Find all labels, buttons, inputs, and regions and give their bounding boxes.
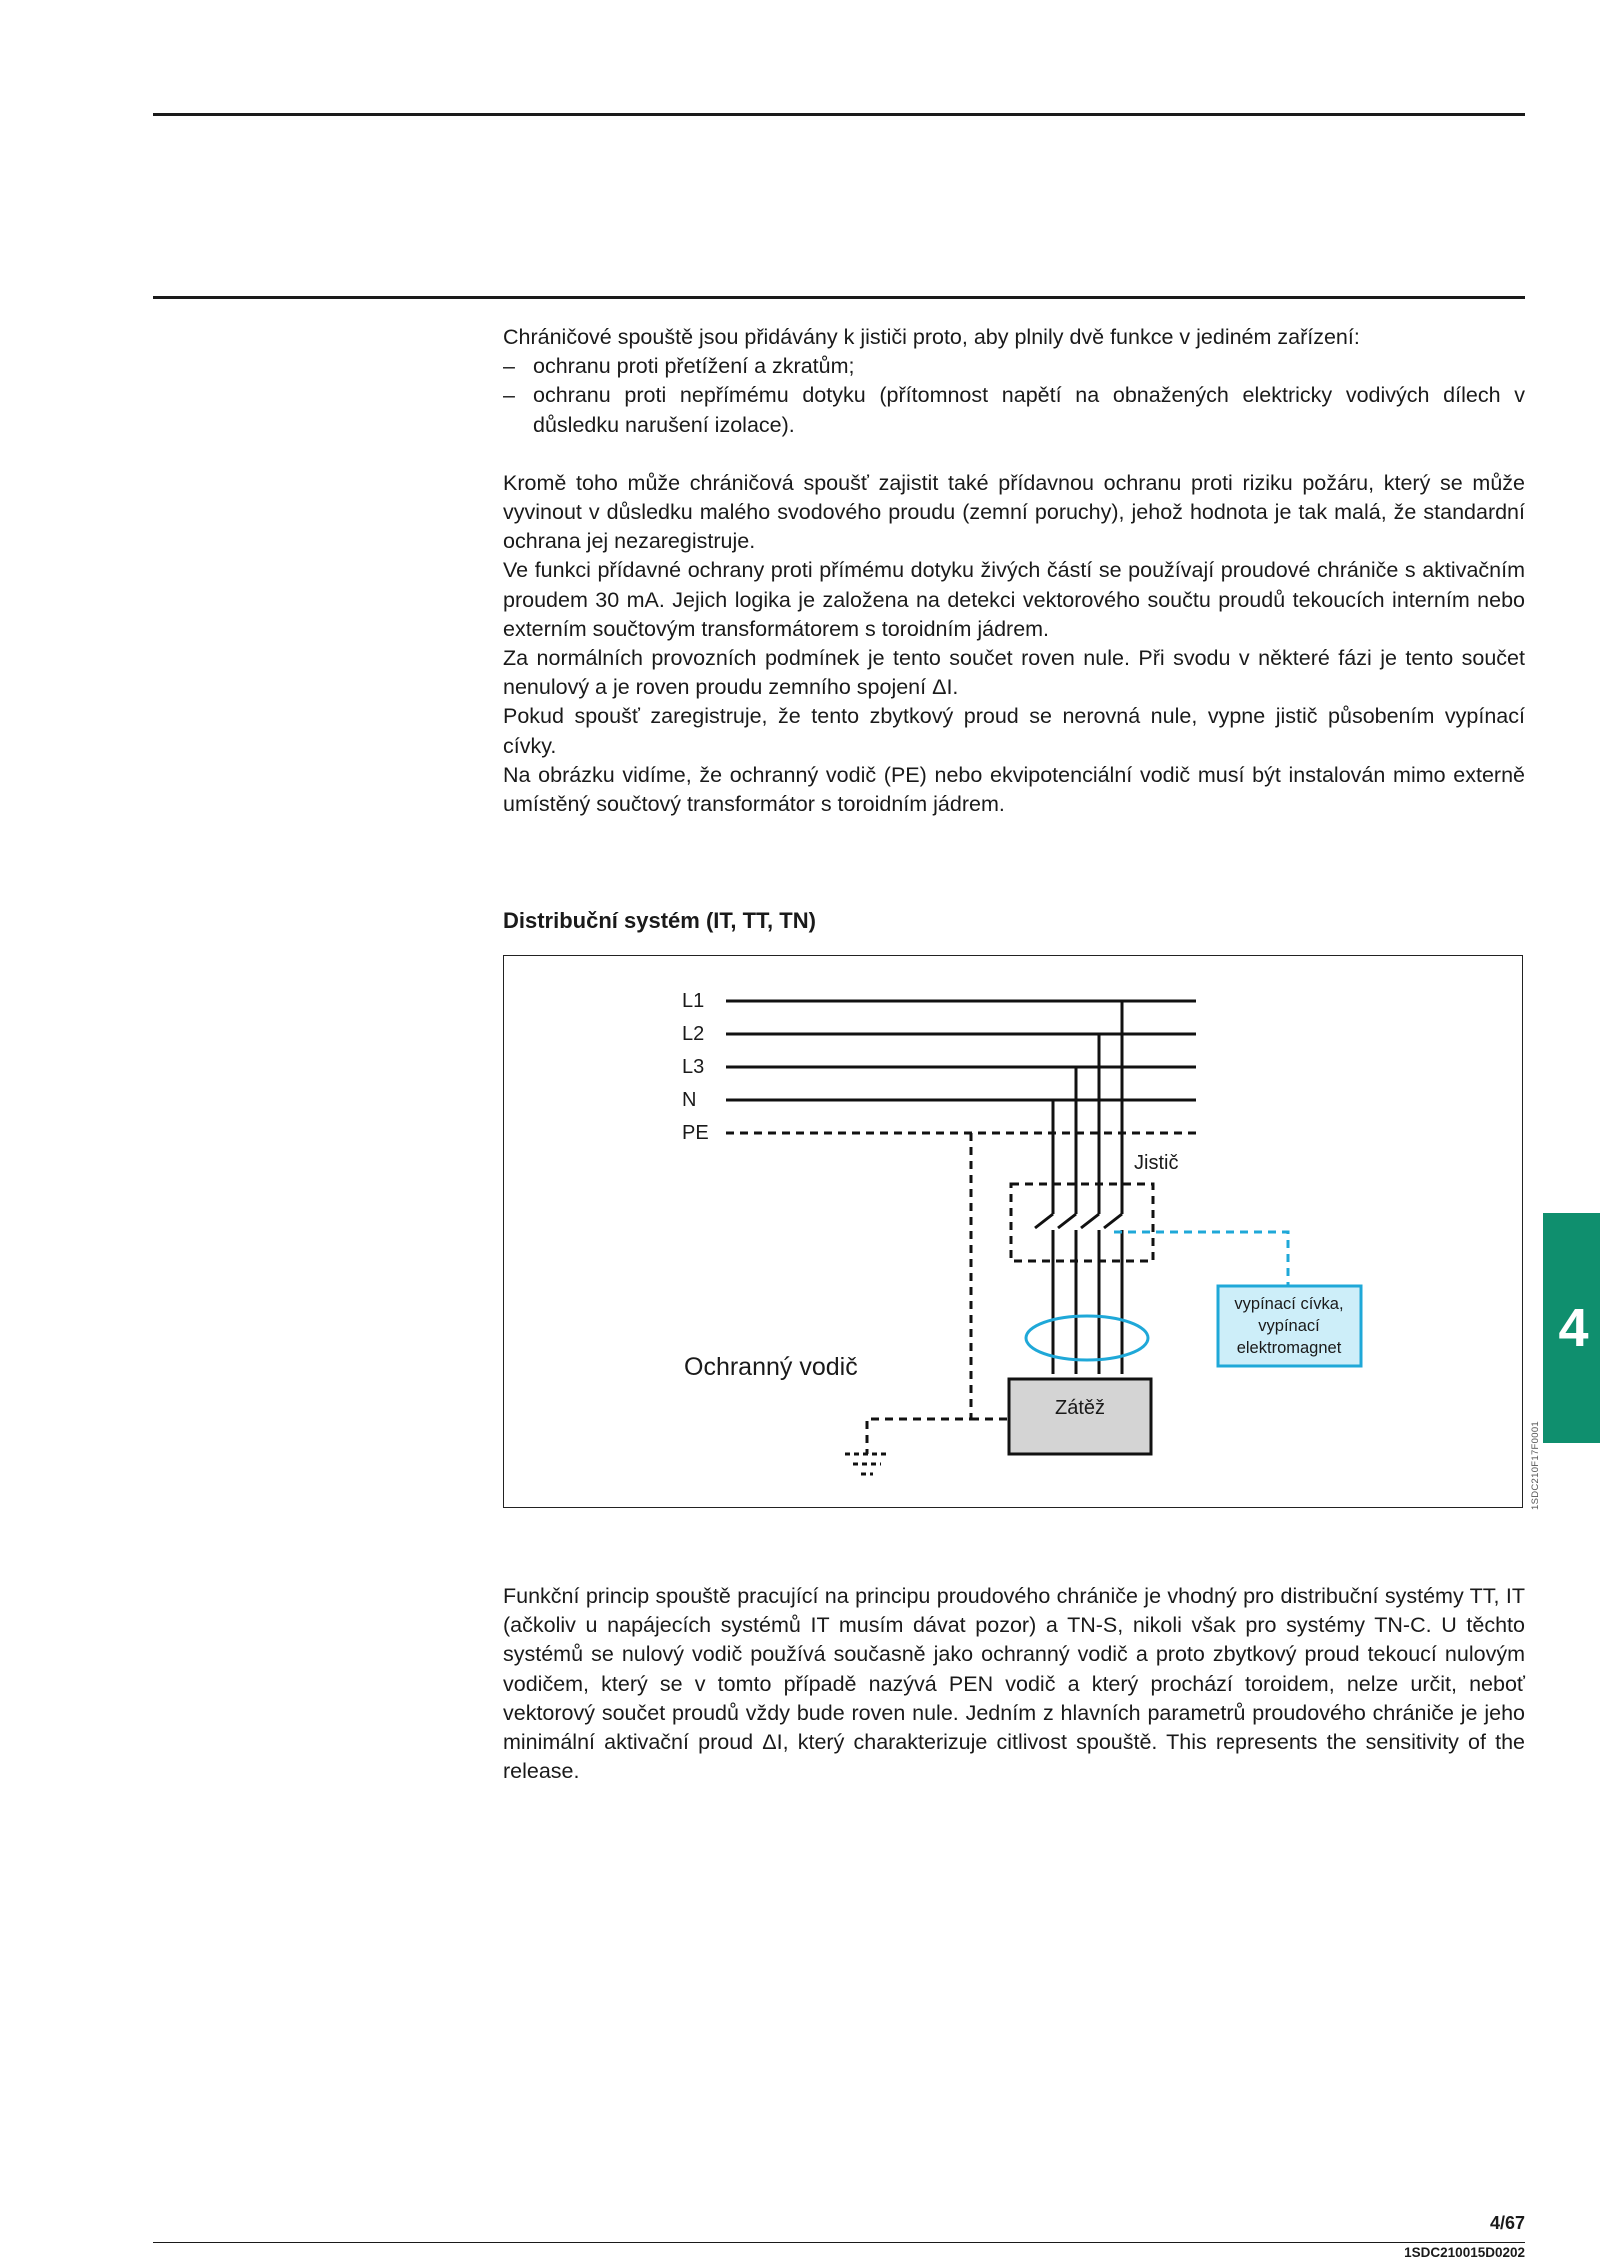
- intro-lead: Chráničové spouště jsou přidávány k jističi proto, aby plnily dvě funkce v jediném zařízení:: [503, 325, 1360, 349]
- breaker-label: Jistič: [1134, 1152, 1179, 1174]
- body-paragraph: Kromě toho může chráničová spoušť zajistit také přídavnou ochranu proti riziku požáru, který se může vyvinout v důsledku malého svodového proudu (zemní poruchy), jehož hodnota je tak malá, že standardní ochrana jej nezaregistruje.: [503, 470, 1525, 554]
- circuit-diagram: [504, 956, 1524, 1509]
- line-label-n: N: [682, 1089, 697, 1111]
- protective-conductor: [867, 1133, 971, 1454]
- breaker-box: [1011, 1184, 1153, 1261]
- coil-label-line: vypínací: [1258, 1317, 1320, 1335]
- load-label: Zátěž: [1054, 1397, 1106, 1419]
- line-label-l3: L3: [682, 1056, 705, 1078]
- document-code: 1SDC210015D0202: [1404, 2245, 1525, 2260]
- line-label-l2: L2: [682, 1023, 705, 1045]
- chapter-number: 4: [1558, 1298, 1589, 1358]
- distribution-system-diagram: [503, 955, 1523, 1508]
- bullet-marker: –: [503, 354, 515, 379]
- line-label-l1: L1: [682, 990, 705, 1012]
- closing-paragraph: Funkční princip spouště pracující na principu proudového chrániče je vhodný pro distribuční systémy TT, IT (ačkoliv u napájecích systémů IT musím dávat pozor) a TN-S, nikoli však pro systémy TN-C. U těchto systémů se nulový vodič používá současně jako ochranný vodič a proto zbytkový proud tekoucí nulovým vodičem, který se v tomto případě nazývá PEN vodič a který prochází toroidem, nelze určit, neboť vektorový součet proudů vždy bude roven nule. Jedním z hlavních parametrů proudového chrániče je jeho minimální aktivační proud ΔI, který charakterizuje citlivost spouště. This represents the sensitivity of the release.: [503, 1584, 1525, 1784]
- coil-link: [1114, 1232, 1288, 1286]
- line-label-pe: PE: [682, 1122, 709, 1144]
- body-paragraph: Pokud spoušť zaregistruje, že tento zbytkový proud se nerovná nule, vypne jistič působením vypínací cívky.: [503, 704, 1525, 758]
- body-paragraph: Ve funkci přídavné ochrany proti přímému dotyku živých částí se používají proudové chrániče s aktivačním proudem 30 mA. Jejich logika je založena na detekci vektorového součtu proudů tekoucích interním nebo externím součtovým transformátorem s toroidním jádrem.: [503, 558, 1525, 641]
- figure-title: Distribuční systém (IT, TT, TN): [503, 908, 816, 933]
- bullet-text: ochranu proti přetížení a zkratům;: [533, 354, 855, 379]
- header-rule-bottom: [153, 296, 1525, 299]
- chapter-tab: [1543, 1213, 1600, 1443]
- breaker-contacts: [1035, 1214, 1122, 1374]
- bullet-marker: –: [503, 383, 515, 408]
- body-paragraph: Za normálních provozních podmínek je tento součet roven nule. Při svodu v některé fázi je tento součet nenulový a je roven proudu zemního spojení ΔI.: [503, 646, 1525, 700]
- figure-code: 1SDC210F17F0001: [1530, 1421, 1541, 1510]
- bullet-item: [503, 381, 1525, 439]
- page-number: 4/67: [1489, 2213, 1525, 2233]
- bullet-text: ochranu proti nepřímému dotyku (přítomnost napětí na obnažených elektricky vodivých dílech v důsledku narušení izolace).: [533, 383, 1525, 437]
- toroid-transformer: [1026, 1316, 1148, 1360]
- bullet-item: [503, 352, 1525, 381]
- ground-icon: [845, 1454, 889, 1474]
- footer-rule: [153, 2242, 1525, 2243]
- body-paragraph: Na obrázku vidíme, že ochranný vodič (PE) nebo ekvipotenciální vodič musí být instalován mimo externě umístěný součtový transformátor s toroidním jádrem.: [503, 762, 1525, 817]
- intro-section: [503, 323, 1525, 819]
- coil-label-line: elektromagnet: [1236, 1339, 1342, 1357]
- protective-conductor-label: Ochranný vodič: [684, 1353, 858, 1381]
- closing-section: [503, 1582, 1525, 1786]
- coil-label-line: vypínací cívka,: [1234, 1295, 1344, 1313]
- header-rule-top: [153, 113, 1525, 116]
